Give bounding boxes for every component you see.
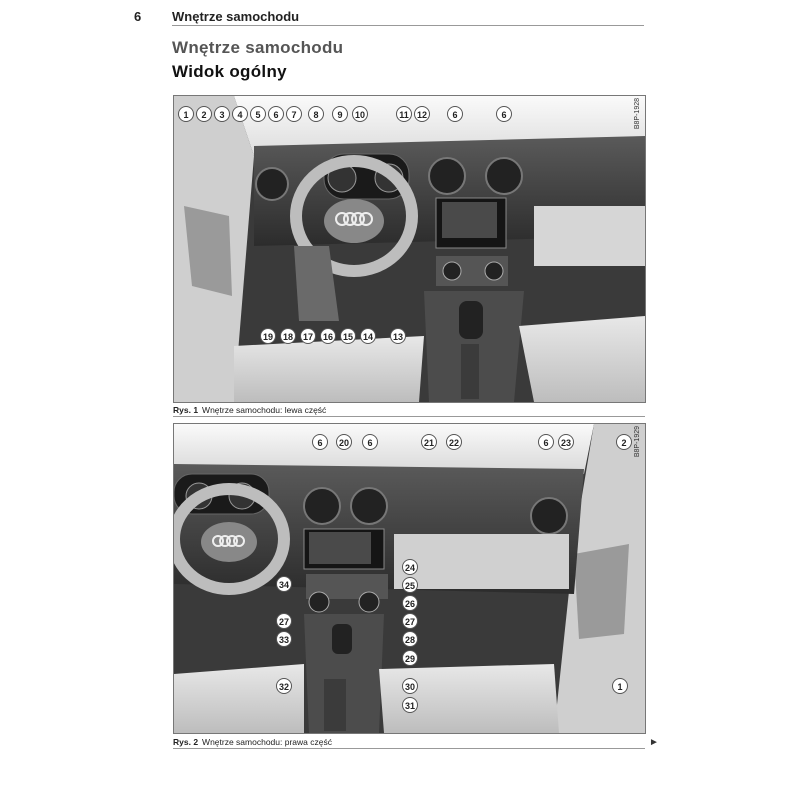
continue-arrow-icon: ► [649,737,659,748]
callout-14: 14 [360,328,376,344]
caption-rule [173,748,645,749]
callout-7: 7 [286,106,302,122]
callout-25: 25 [402,577,418,593]
figure-code: B8P-1928 [634,98,641,130]
caption-label: Rys. 2 [173,737,199,747]
callout-6c: 6 [496,106,512,122]
callout-27b: 27 [402,613,418,629]
callout-26: 26 [402,595,418,611]
figure-1-interior-left [173,95,646,403]
running-head: Wnętrze samochodu [172,9,300,24]
figure-1-illustration [174,96,645,402]
callout-17: 17 [300,328,316,344]
callout-24: 24 [402,559,418,575]
callout-29: 29 [402,650,418,666]
callout-33: 33 [276,631,292,647]
callout-23: 23 [558,434,574,450]
page-number: 6 [134,9,142,24]
callout-3: 3 [214,106,230,122]
callout-16: 16 [320,328,336,344]
callout-11: 11 [396,106,412,122]
callout-13: 13 [390,328,406,344]
callout-1: 1 [178,106,194,122]
callout-27: 27 [276,613,292,629]
callout-18: 18 [280,328,296,344]
callout-28: 28 [402,631,418,647]
caption-text: Wnętrze samochodu: lewa część [202,405,327,415]
callout-31: 31 [402,697,418,713]
callout-8: 8 [308,106,324,122]
callout-1: 1 [612,678,628,694]
callout-20: 20 [336,434,352,450]
callout-4: 4 [232,106,248,122]
callout-6: 6 [268,106,284,122]
callout-15: 15 [340,328,356,344]
callout-22: 22 [446,434,462,450]
callout-5: 5 [250,106,266,122]
subsection-title: Widok ogólny [172,62,287,81]
figure-code: B8P-1929 [634,426,641,458]
callout-19: 19 [260,328,276,344]
figure-2-interior-right [173,423,646,734]
callout-34: 34 [276,576,292,592]
callout-6b: 6 [362,434,378,450]
callout-9: 9 [332,106,348,122]
callout-32: 32 [276,678,292,694]
figure-1-caption [173,405,326,415]
caption-label: Rys. 1 [173,405,199,415]
callout-2: 2 [616,434,632,450]
figure-2-caption [173,737,332,747]
section-title: Wnętrze samochodu [172,38,344,57]
callout-6: 6 [312,434,328,450]
callout-30: 30 [402,678,418,694]
callout-6c: 6 [538,434,554,450]
header-rule [172,25,644,26]
caption-rule [173,416,645,417]
callout-2: 2 [196,106,212,122]
caption-text: Wnętrze samochodu: prawa część [202,737,332,747]
callout-6b: 6 [447,106,463,122]
callout-12: 12 [414,106,430,122]
callout-10: 10 [352,106,368,122]
callout-21: 21 [421,434,437,450]
